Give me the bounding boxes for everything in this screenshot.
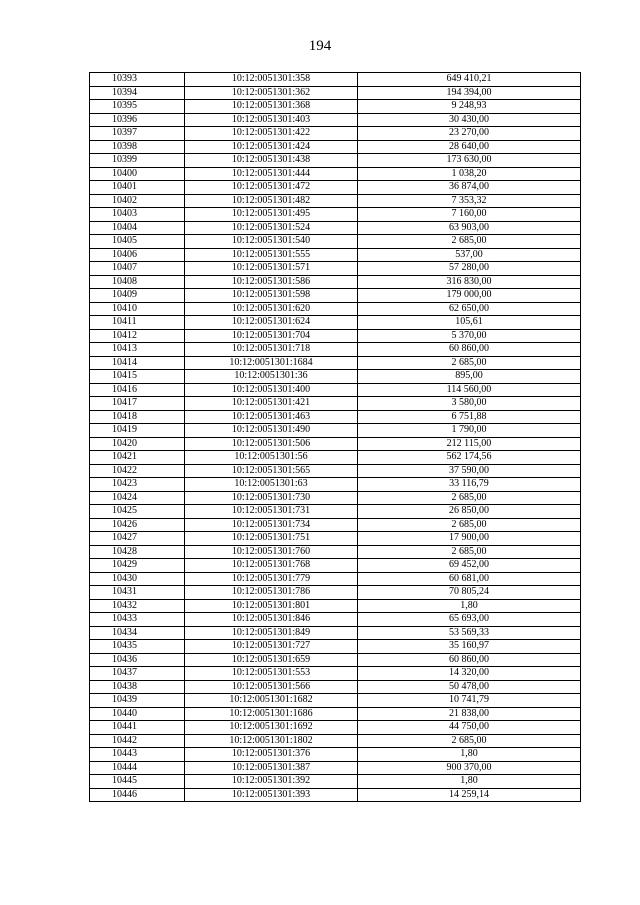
- cadastral-number-cell: 10:12:0051301:659: [185, 653, 358, 667]
- table-row: [90, 424, 581, 438]
- row-number-cell: 10425: [90, 505, 185, 519]
- cadastral-number-cell: 10:12:0051301:482: [185, 194, 358, 208]
- cadastral-value-cell: 1,80: [358, 599, 581, 613]
- cadastral-number-cell: 10:12:0051301:718: [185, 343, 358, 357]
- cadastral-number-cell: 10:12:0051301:56: [185, 451, 358, 465]
- page-number: 194: [308, 38, 332, 54]
- row-number-cell: 10411: [90, 316, 185, 330]
- row-number-cell: 10404: [90, 221, 185, 235]
- cadastral-number-cell: 10:12:0051301:620: [185, 302, 358, 316]
- cadastral-number-cell: 10:12:0051301:566: [185, 680, 358, 694]
- cadastral-value-cell: 36 874,00: [358, 181, 581, 195]
- cadastral-value-cell: 60 860,00: [358, 653, 581, 667]
- table-row: [90, 248, 581, 262]
- cadastral-number-cell: 10:12:0051301:392: [185, 775, 358, 789]
- table-row: [90, 694, 581, 708]
- row-number-cell: 10393: [90, 73, 185, 87]
- row-number-cell: 10400: [90, 167, 185, 181]
- cadastral-value-cell: 895,00: [358, 370, 581, 384]
- row-number-cell: 10436: [90, 653, 185, 667]
- cadastral-number-cell: 10:12:0051301:358: [185, 73, 358, 87]
- row-number-cell: 10398: [90, 140, 185, 154]
- table-row: [90, 680, 581, 694]
- cadastral-value-cell: 1,80: [358, 748, 581, 762]
- cadastral-number-cell: 10:12:0051301:403: [185, 113, 358, 127]
- cadastral-number-cell: 10:12:0051301:472: [185, 181, 358, 195]
- table-row: [90, 613, 581, 627]
- table-row: [90, 478, 581, 492]
- table-row: [90, 302, 581, 316]
- row-number-cell: 10442: [90, 734, 185, 748]
- cadastral-number-cell: 10:12:0051301:849: [185, 626, 358, 640]
- row-number-cell: 10434: [90, 626, 185, 640]
- cadastral-number-cell: 10:12:0051301:571: [185, 262, 358, 276]
- table-row: [90, 761, 581, 775]
- cadastral-value-cell: 649 410,21: [358, 73, 581, 87]
- table-row: [90, 721, 581, 735]
- row-number-cell: 10429: [90, 559, 185, 573]
- cadastral-number-cell: 10:12:0051301:565: [185, 464, 358, 478]
- cadastral-number-cell: 10:12:0051301:586: [185, 275, 358, 289]
- table-row: [90, 586, 581, 600]
- cadastral-value-cell: 2 685,00: [358, 356, 581, 370]
- row-number-cell: 10445: [90, 775, 185, 789]
- cadastral-number-cell: 10:12:0051301:444: [185, 167, 358, 181]
- cadastral-value-cell: 179 000,00: [358, 289, 581, 303]
- cadastral-value-cell: 900 370,00: [358, 761, 581, 775]
- cadastral-number-cell: 10:12:0051301:36: [185, 370, 358, 384]
- table-row: [90, 343, 581, 357]
- row-number-cell: 10401: [90, 181, 185, 195]
- row-number-cell: 10430: [90, 572, 185, 586]
- table-row: [90, 640, 581, 654]
- cadastral-value-cell: 14 320,00: [358, 667, 581, 681]
- table-row: [90, 734, 581, 748]
- row-number-cell: 10422: [90, 464, 185, 478]
- table-row: [90, 667, 581, 681]
- row-number-cell: 10428: [90, 545, 185, 559]
- table-row: [90, 154, 581, 168]
- cadastral-number-cell: 10:12:0051301:438: [185, 154, 358, 168]
- cadastral-value-cell: 1 038,20: [358, 167, 581, 181]
- cadastral-value-cell: 212 115,00: [358, 437, 581, 451]
- table-row: [90, 518, 581, 532]
- row-number-cell: 10399: [90, 154, 185, 168]
- table-row: [90, 505, 581, 519]
- cadastral-number-cell: 10:12:0051301:734: [185, 518, 358, 532]
- cadastral-number-cell: 10:12:0051301:704: [185, 329, 358, 343]
- cadastral-number-cell: 10:12:0051301:421: [185, 397, 358, 411]
- cadastral-value-cell: 562 174,56: [358, 451, 581, 465]
- row-number-cell: 10433: [90, 613, 185, 627]
- cadastral-number-cell: 10:12:0051301:387: [185, 761, 358, 775]
- table-row: [90, 167, 581, 181]
- row-number-cell: 10408: [90, 275, 185, 289]
- cadastral-value-cell: 60 860,00: [358, 343, 581, 357]
- cadastral-value-cell: 30 430,00: [358, 113, 581, 127]
- row-number-cell: 10397: [90, 127, 185, 141]
- cadastral-number-cell: 10:12:0051301:362: [185, 86, 358, 100]
- row-number-cell: 10440: [90, 707, 185, 721]
- row-number-cell: 10406: [90, 248, 185, 262]
- cadastral-number-cell: 10:12:0051301:368: [185, 100, 358, 114]
- table-row: [90, 626, 581, 640]
- table-row: [90, 545, 581, 559]
- cadastral-value-cell: 21 838,00: [358, 707, 581, 721]
- cadastral-value-cell: 26 850,00: [358, 505, 581, 519]
- cadastral-number-cell: 10:12:0051301:1686: [185, 707, 358, 721]
- cadastral-value-cell: 10 741,79: [358, 694, 581, 708]
- cadastral-number-cell: 10:12:0051301:422: [185, 127, 358, 141]
- cadastral-number-cell: 10:12:0051301:1684: [185, 356, 358, 370]
- cadastral-value-cell: 57 280,00: [358, 262, 581, 276]
- row-number-cell: 10443: [90, 748, 185, 762]
- cadastral-number-cell: 10:12:0051301:63: [185, 478, 358, 492]
- cadastral-value-cell: 60 681,00: [358, 572, 581, 586]
- cadastral-number-cell: 10:12:0051301:730: [185, 491, 358, 505]
- cadastral-value-cell: 7 353,32: [358, 194, 581, 208]
- cadastral-number-cell: 10:12:0051301:727: [185, 640, 358, 654]
- cadastral-value-cell: 2 685,00: [358, 734, 581, 748]
- cadastral-value-cell: 14 259,14: [358, 788, 581, 802]
- table-row: [90, 208, 581, 222]
- cadastral-number-cell: 10:12:0051301:540: [185, 235, 358, 249]
- cadastral-value-cell: 17 900,00: [358, 532, 581, 546]
- row-number-cell: 10394: [90, 86, 185, 100]
- cadastral-value-table: [89, 72, 581, 802]
- row-number-cell: 10432: [90, 599, 185, 613]
- cadastral-number-cell: 10:12:0051301:1682: [185, 694, 358, 708]
- cadastral-value-cell: 63 903,00: [358, 221, 581, 235]
- cadastral-value-cell: 44 750,00: [358, 721, 581, 735]
- table-row: [90, 329, 581, 343]
- row-number-cell: 10424: [90, 491, 185, 505]
- row-number-cell: 10419: [90, 424, 185, 438]
- cadastral-number-cell: 10:12:0051301:506: [185, 437, 358, 451]
- row-number-cell: 10423: [90, 478, 185, 492]
- cadastral-value-cell: 2 685,00: [358, 491, 581, 505]
- table-row: [90, 653, 581, 667]
- cadastral-value-cell: 35 160,97: [358, 640, 581, 654]
- table-row: [90, 194, 581, 208]
- cadastral-number-cell: 10:12:0051301:624: [185, 316, 358, 330]
- row-number-cell: 10407: [90, 262, 185, 276]
- cadastral-number-cell: 10:12:0051301:400: [185, 383, 358, 397]
- cadastral-value-cell: 5 370,00: [358, 329, 581, 343]
- cadastral-value-cell: 173 630,00: [358, 154, 581, 168]
- cadastral-value-cell: 2 685,00: [358, 518, 581, 532]
- table-row: [90, 437, 581, 451]
- table-row: [90, 181, 581, 195]
- cadastral-value-cell: 70 805,24: [358, 586, 581, 600]
- row-number-cell: 10441: [90, 721, 185, 735]
- row-number-cell: 10414: [90, 356, 185, 370]
- row-number-cell: 10446: [90, 788, 185, 802]
- row-number-cell: 10418: [90, 410, 185, 424]
- cadastral-number-cell: 10:12:0051301:424: [185, 140, 358, 154]
- cadastral-value-cell: 1 790,00: [358, 424, 581, 438]
- cadastral-value-cell: 50 478,00: [358, 680, 581, 694]
- cadastral-number-cell: 10:12:0051301:801: [185, 599, 358, 613]
- row-number-cell: 10413: [90, 343, 185, 357]
- table-row: [90, 127, 581, 141]
- cadastral-value-cell: 316 830,00: [358, 275, 581, 289]
- table-row: [90, 451, 581, 465]
- row-number-cell: 10439: [90, 694, 185, 708]
- row-number-cell: 10403: [90, 208, 185, 222]
- cadastral-number-cell: 10:12:0051301:524: [185, 221, 358, 235]
- cadastral-value-cell: 37 590,00: [358, 464, 581, 478]
- table-row: [90, 775, 581, 789]
- cadastral-number-cell: 10:12:0051301:555: [185, 248, 358, 262]
- cadastral-value-cell: 537,00: [358, 248, 581, 262]
- table-row: [90, 572, 581, 586]
- row-number-cell: 10415: [90, 370, 185, 384]
- cadastral-number-cell: 10:12:0051301:495: [185, 208, 358, 222]
- table-row: [90, 397, 581, 411]
- cadastral-value-cell: 194 394,00: [358, 86, 581, 100]
- row-number-cell: 10405: [90, 235, 185, 249]
- table-row: [90, 599, 581, 613]
- table-row: [90, 559, 581, 573]
- cadastral-value-cell: 2 685,00: [358, 235, 581, 249]
- cadastral-number-cell: 10:12:0051301:490: [185, 424, 358, 438]
- row-number-cell: 10395: [90, 100, 185, 114]
- cadastral-value-cell: 3 580,00: [358, 397, 581, 411]
- table-row: [90, 464, 581, 478]
- row-number-cell: 10410: [90, 302, 185, 316]
- cadastral-value-cell: 1,80: [358, 775, 581, 789]
- row-number-cell: 10437: [90, 667, 185, 681]
- cadastral-value-cell: 53 569,33: [358, 626, 581, 640]
- table-row: [90, 788, 581, 802]
- row-number-cell: 10438: [90, 680, 185, 694]
- table-row: [90, 491, 581, 505]
- table-row: [90, 140, 581, 154]
- cadastral-number-cell: 10:12:0051301:1802: [185, 734, 358, 748]
- cadastral-number-cell: 10:12:0051301:768: [185, 559, 358, 573]
- cadastral-number-cell: 10:12:0051301:751: [185, 532, 358, 546]
- cadastral-value-cell: 62 650,00: [358, 302, 581, 316]
- row-number-cell: 10444: [90, 761, 185, 775]
- table-row: [90, 262, 581, 276]
- cadastral-number-cell: 10:12:0051301:393: [185, 788, 358, 802]
- cadastral-value-cell: 2 685,00: [358, 545, 581, 559]
- table-row: [90, 410, 581, 424]
- cadastral-value-cell: 6 751,88: [358, 410, 581, 424]
- cadastral-value-cell: 9 248,93: [358, 100, 581, 114]
- table-row: [90, 383, 581, 397]
- cadastral-number-cell: 10:12:0051301:376: [185, 748, 358, 762]
- table-row: [90, 316, 581, 330]
- row-number-cell: 10421: [90, 451, 185, 465]
- row-number-cell: 10396: [90, 113, 185, 127]
- table-row: [90, 113, 581, 127]
- row-number-cell: 10416: [90, 383, 185, 397]
- table-row: [90, 100, 581, 114]
- cadastral-value-cell: 33 116,79: [358, 478, 581, 492]
- cadastral-number-cell: 10:12:0051301:779: [185, 572, 358, 586]
- table-row: [90, 73, 581, 87]
- table-row: [90, 275, 581, 289]
- table-row: [90, 86, 581, 100]
- table-row: [90, 532, 581, 546]
- table-row: [90, 707, 581, 721]
- table-row: [90, 235, 581, 249]
- row-number-cell: 10427: [90, 532, 185, 546]
- cadastral-value-cell: 69 452,00: [358, 559, 581, 573]
- cadastral-value-cell: 28 640,00: [358, 140, 581, 154]
- row-number-cell: 10402: [90, 194, 185, 208]
- cadastral-value-cell: 105,61: [358, 316, 581, 330]
- cadastral-number-cell: 10:12:0051301:1692: [185, 721, 358, 735]
- table-row: [90, 356, 581, 370]
- cadastral-number-cell: 10:12:0051301:786: [185, 586, 358, 600]
- cadastral-value-cell: 23 270,00: [358, 127, 581, 141]
- cadastral-number-cell: 10:12:0051301:846: [185, 613, 358, 627]
- row-number-cell: 10435: [90, 640, 185, 654]
- row-number-cell: 10426: [90, 518, 185, 532]
- cadastral-number-cell: 10:12:0051301:731: [185, 505, 358, 519]
- row-number-cell: 10420: [90, 437, 185, 451]
- row-number-cell: 10417: [90, 397, 185, 411]
- row-number-cell: 10409: [90, 289, 185, 303]
- cadastral-number-cell: 10:12:0051301:463: [185, 410, 358, 424]
- cadastral-value-cell: 114 560,00: [358, 383, 581, 397]
- table-row: [90, 221, 581, 235]
- cadastral-number-cell: 10:12:0051301:553: [185, 667, 358, 681]
- table-row: [90, 289, 581, 303]
- table-row: [90, 748, 581, 762]
- cadastral-value-cell: 7 160,00: [358, 208, 581, 222]
- table-body: [90, 73, 581, 802]
- table-row: [90, 370, 581, 384]
- row-number-cell: 10412: [90, 329, 185, 343]
- cadastral-value-cell: 65 693,00: [358, 613, 581, 627]
- row-number-cell: 10431: [90, 586, 185, 600]
- cadastral-number-cell: 10:12:0051301:760: [185, 545, 358, 559]
- cadastral-number-cell: 10:12:0051301:598: [185, 289, 358, 303]
